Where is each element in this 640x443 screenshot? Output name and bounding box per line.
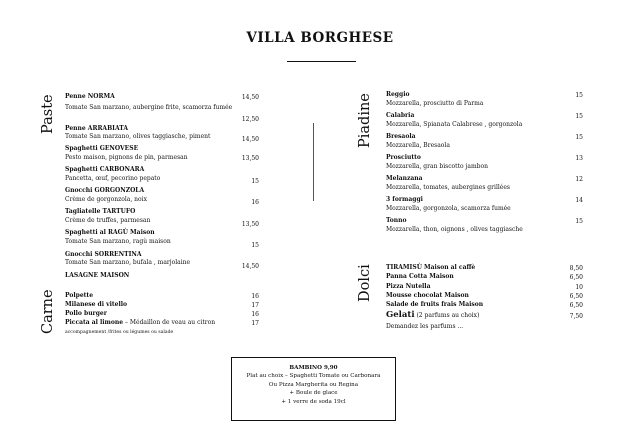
menu-item-name: Calabria: [386, 112, 415, 119]
menu-item-desc: Tomate San marzano, olives taggiasche, piment: [65, 133, 211, 140]
menu-item-price: 10: [575, 284, 583, 291]
menu-item-name: Tagliatelle TARTUFO: [65, 208, 136, 215]
menu-item-price: 17: [251, 320, 259, 327]
menu-item-name: Polpette: [65, 292, 94, 299]
menu-item-name: Prosciutto: [386, 154, 421, 161]
menu-item-price: 12,50: [241, 116, 259, 123]
menu-item-price: 16: [251, 293, 259, 300]
menu-item-desc: Mozzarella, Bresaola: [386, 142, 450, 149]
menu-item-desc: Tomate San marzano, bufala , marjolaine: [65, 259, 191, 266]
menu-item-price: 6,50: [569, 274, 583, 281]
column-divider: [313, 123, 314, 201]
gelati-sub: Demandez les parfums ...: [386, 323, 464, 330]
menu-item-price: 17: [251, 302, 259, 309]
menu-item-name: LASAGNE MAISON: [65, 272, 130, 279]
menu-item-name: Milanese di vitello: [65, 301, 128, 308]
menu-item-name: Gnocchi GORGONZOLA: [65, 187, 145, 194]
menu-item-desc: Mozzarella, tomates, aubergines grillées: [386, 184, 510, 191]
menu-item-price: 14: [575, 197, 583, 204]
menu-item-name: Gnocchi SORRENTINA: [65, 251, 142, 258]
menu-item-line: Piccata al limone – Médaillon de veau au citron: [65, 319, 216, 326]
menu-item-name: Panna Cotta Maison: [386, 273, 454, 280]
bambino-line: + 1 verre de soda 19cl: [281, 398, 346, 405]
gelati-line: Gelati (2 parfums au choix): [386, 310, 480, 320]
menu-item-price: 16: [251, 311, 259, 318]
menu-item-price: 14,50: [241, 94, 259, 101]
menu-item-price: 15: [575, 92, 583, 99]
menu-item-desc: Pesto maison, pignons de pin, parmesan: [65, 154, 188, 161]
menu-item-price: 15: [575, 134, 583, 141]
carne-note: accompagnement /frites ou légumes ou salade: [65, 330, 174, 335]
menu-item-name: Spaghetti GENOVESE: [65, 145, 139, 152]
bambino-line: + Boule de glace: [289, 390, 338, 397]
bambino-title: BAMBINO 9,90: [289, 365, 338, 371]
menu-item-price: 13,50: [241, 221, 259, 228]
menu-item-name: Spaghetti al RAGÙ Maison: [65, 229, 155, 236]
bambino-line: Ou Pizza Margherita ou Regina: [268, 381, 359, 388]
bambino-line: Plat au choix – Spaghetti Tomate ou Carbonara: [246, 373, 381, 380]
section-label-piadine: Piadine: [357, 93, 373, 148]
menu-item-name: Spaghetti CARBONARA: [65, 166, 145, 173]
menu-item-desc: Tomate San marzano, aubergine frite, scamorza fumée: [65, 104, 233, 111]
menu-item-price: 6,50: [569, 293, 583, 300]
menu-item-price: 13: [575, 155, 583, 162]
menu-item-price: 7,50: [569, 313, 583, 320]
menu-item-desc: Tomate San marzano, ragù maison: [65, 238, 171, 245]
menu-item-name: Melanzana: [386, 175, 423, 182]
menu-item-name: Penne NORMA: [65, 93, 115, 100]
menu-item-price: 13,50: [241, 155, 259, 162]
title-underline: [287, 61, 356, 62]
menu-item-price: 14,50: [241, 136, 259, 143]
menu-item-desc: Mozzarella, thon, oignons , olives taggiasche: [386, 226, 523, 233]
menu-item-desc: Mozzarella, prosciutto di Parma: [386, 100, 484, 107]
menu-item-price: 15: [575, 113, 583, 120]
menu-item-name: Pizza Nutella: [386, 283, 431, 290]
menu-item-price: 14,50: [241, 263, 259, 270]
menu-item-name: Reggio: [386, 91, 410, 98]
menu-item-price: 16: [251, 199, 259, 206]
restaurant-title: VILLA BORGHESE: [246, 30, 394, 46]
menu-item-desc: Pancetta, œuf, pecorino pepato: [65, 175, 161, 182]
menu-item-name: Mousse chocolat Maison: [386, 292, 469, 299]
menu-item-price: 8,50: [569, 265, 583, 272]
section-label-paste: Paste: [40, 94, 56, 134]
menu-item-name: 3 formaggi: [386, 196, 423, 203]
section-label-carne: Carne: [40, 289, 56, 334]
menu-item-name: Penne ARRABIATA: [65, 125, 129, 132]
menu-item-desc: Mozzarella, gorgonzola, scamorza fumée: [386, 205, 511, 212]
menu-item-desc: Mozzarella, gran biscotto jambon: [386, 163, 488, 170]
menu-item-price: 12: [575, 176, 583, 183]
bambino-box: [231, 357, 396, 421]
menu-item-price: 15: [251, 178, 259, 185]
menu-item-name: TIRAMISÙ Maison al caffè: [386, 264, 476, 271]
menu-item-name: Salade de fruits frais Maison: [386, 301, 484, 308]
menu-item-name: Pollo burger: [65, 310, 107, 317]
menu-item-price: 15: [575, 218, 583, 225]
menu-item-desc: Crème de truffes, parmesan: [65, 217, 151, 224]
section-label-dolci: Dolci: [357, 264, 373, 302]
menu-item-name: Bresaola: [386, 133, 416, 140]
menu-item-desc: Mozzarella, Spianata Calabrese , gorgonzola: [386, 121, 523, 128]
menu-item-price: 6,50: [569, 302, 583, 309]
menu-item-name: Tonno: [386, 217, 407, 224]
menu-item-price: 15: [251, 242, 259, 249]
menu-item-desc: Crème de gorgonzola, noix: [65, 196, 147, 203]
